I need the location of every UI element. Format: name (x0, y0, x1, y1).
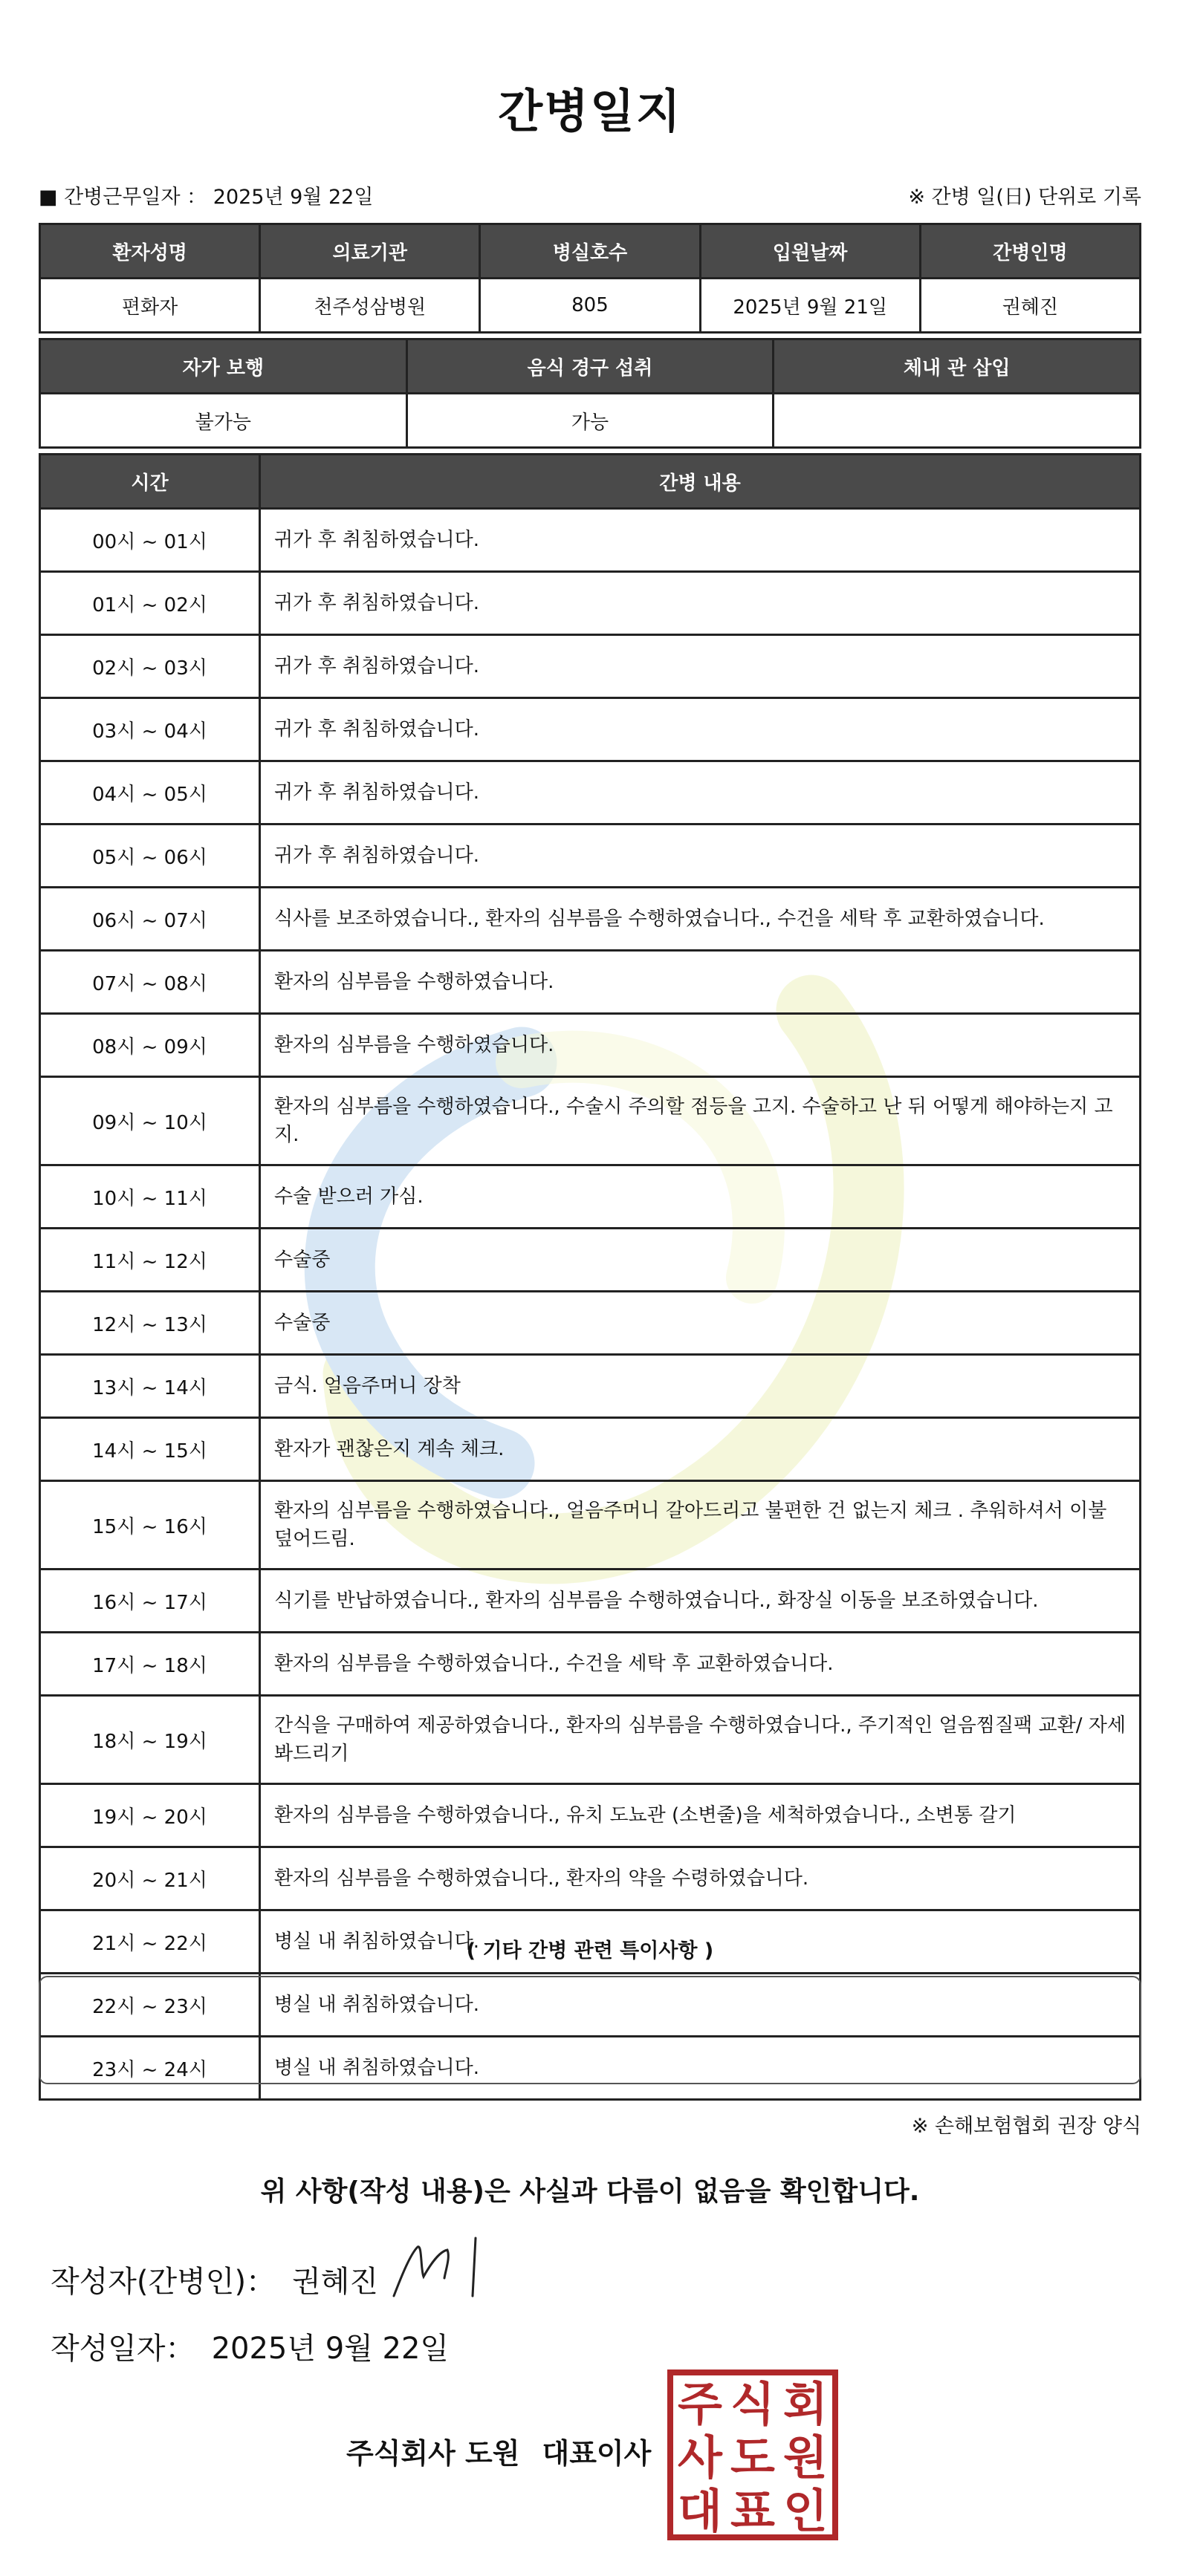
header-patient-name: 환자성명 (40, 224, 260, 279)
svg-text:회: 회 (783, 2377, 828, 2431)
svg-text:표: 표 (730, 2484, 775, 2538)
special-notes-title: ( 기타 간병 관련 특이사항 ) (466, 1939, 714, 1962)
row-content: 간식을 구매하여 제공하였습니다., 환자의 심부름을 수행하였습니다., 주기적인 얼음찜질팩 교환/ 자세 봐드리기 (260, 1696, 1141, 1784)
row-content: 환자의 심부름을 수행하였습니다., 환자의 약을 수령하였습니다. (260, 1847, 1141, 1910)
table-row (40, 1570, 1141, 1633)
row-content: 환자의 심부름을 수행하였습니다. (260, 1014, 1141, 1077)
patient-status-table (39, 338, 1141, 449)
row-content: 식사를 보조하였습니다., 환자의 심부름을 수행하였습니다., 수건을 세탁 후 교환하였습니다. (260, 888, 1141, 951)
svg-text:원: 원 (783, 2430, 828, 2485)
header-room: 병실호수 (480, 224, 700, 279)
svg-text:도: 도 (730, 2430, 775, 2485)
row-time: 03시 ~ 04시 (40, 698, 260, 761)
table-row (40, 635, 1141, 698)
table-row (40, 1077, 1141, 1165)
table-row (40, 1014, 1141, 1077)
table-row (40, 1633, 1141, 1696)
row-content: 수술중 (260, 1292, 1141, 1355)
writer-label: 작성자(간병인)： (51, 2265, 276, 2299)
patient-name: 편화자 (40, 279, 260, 333)
row-time: 07시 ~ 08시 (40, 951, 260, 1014)
recommend-note: ※ 손해보험협회 권장 양식 (911, 2115, 1141, 2138)
row-time: 20시 ~ 21시 (40, 1847, 260, 1910)
row-content: 식기를 반납하였습니다., 환자의 심부름을 수행하였습니다., 화장실 이동을 보조하였습니다. (260, 1570, 1141, 1633)
row-content: 병실 내 취침하였습니다. (260, 1974, 1141, 2037)
table-row (40, 1229, 1141, 1292)
row-content: 귀가 후 취침하였습니다. (260, 761, 1141, 824)
header-time: 시간 (40, 455, 260, 509)
ceo-title: 대표이사 (542, 2437, 652, 2470)
care-log-table (39, 453, 1141, 2101)
table-row (40, 509, 1141, 572)
row-content: 환자의 심부름을 수행하였습니다., 유치 도뇨관 (소변줄)을 세척하였습니다., 소변통 갈기 (260, 1784, 1141, 1847)
table-row (40, 1696, 1141, 1784)
row-time: 21시 ~ 22시 (40, 1910, 260, 1974)
walking-value: 불가능 (40, 394, 407, 448)
header-care-content: 간병 내용 (260, 455, 1141, 509)
header-oral-intake: 음식 경구 섭취 (406, 339, 774, 394)
row-time: 09시 ~ 10시 (40, 1077, 260, 1165)
row-time: 13시 ~ 14시 (40, 1355, 260, 1418)
svg-text:대: 대 (678, 2484, 722, 2538)
oral-intake-value: 가능 (406, 394, 774, 448)
row-time: 23시 ~ 24시 (40, 2037, 260, 2100)
work-date (39, 180, 373, 209)
row-content: 환자의 심부름을 수행하였습니다., 수술시 주의할 점등을 고지. 수술하고 난 뒤 어떻게 해야하는지 고지. (260, 1077, 1141, 1165)
patient-info-table (39, 223, 1141, 334)
header-tube: 체내 관 삽입 (774, 339, 1141, 394)
row-time: 18시 ~ 19시 (40, 1696, 260, 1784)
row-time: 05시 ~ 06시 (40, 824, 260, 888)
row-time: 01시 ~ 02시 (40, 572, 260, 635)
svg-text:인: 인 (783, 2484, 828, 2538)
table-row (40, 824, 1141, 888)
written-date-value: 2025년 9월 22일 (211, 2332, 450, 2366)
document-title: 간병일지 (498, 84, 682, 138)
work-date-value: 2025년 9월 22일 (213, 186, 374, 209)
svg-text:주: 주 (678, 2377, 722, 2431)
table-row (40, 951, 1141, 1014)
signature-icon (388, 2225, 507, 2306)
record-unit-note: ※ 간병 일(日) 단위로 기록 (908, 186, 1141, 209)
row-content: 환자의 심부름을 수행하였습니다., 얼음주머니 갈아드리고 불편한 건 없는지 체크 . 추워하셔서 이불 덮어드림. (260, 1481, 1141, 1570)
row-content: 귀가 후 취침하였습니다. (260, 572, 1141, 635)
row-content: 귀가 후 취침하였습니다. (260, 698, 1141, 761)
writer-name: 권혜진 (292, 2265, 378, 2299)
caregiver-name: 권혜진 (920, 279, 1140, 333)
room-number: 805 (480, 279, 700, 333)
row-time: 15시 ~ 16시 (40, 1481, 260, 1570)
header-walking: 자가 보행 (40, 339, 407, 394)
table-row (40, 1165, 1141, 1229)
svg-text:식: 식 (730, 2377, 775, 2431)
row-time: 10시 ~ 11시 (40, 1165, 260, 1229)
svg-text:사: 사 (678, 2430, 722, 2485)
company-seal-icon (667, 2370, 838, 2540)
row-time: 19시 ~ 20시 (40, 1784, 260, 1847)
table-row (40, 1292, 1141, 1355)
header-caregiver: 간병인명 (920, 224, 1140, 279)
row-time: 17시 ~ 18시 (40, 1633, 260, 1696)
table-row (40, 698, 1141, 761)
row-content: 금식. 얼음주머니 장착 (260, 1355, 1141, 1418)
company-line (346, 2430, 651, 2471)
row-content: 병실 내 취침하였습니다. (260, 2037, 1141, 2100)
row-time: 04시 ~ 05시 (40, 761, 260, 824)
row-content: 병실 내 취침하였습니다. (260, 1910, 1141, 1974)
table-row (40, 1784, 1141, 1847)
header-hospital: 의료기관 (260, 224, 480, 279)
row-content: 환자의 심부름을 수행하였습니다. (260, 951, 1141, 1014)
row-time: 14시 ~ 15시 (40, 1418, 260, 1481)
admission-date: 2025년 9월 21일 (700, 279, 920, 333)
table-row (40, 1481, 1141, 1570)
row-content: 수술 받으러 가심. (260, 1165, 1141, 1229)
work-date-label: ■ 간병근무일자 ： (39, 186, 207, 209)
row-time: 16시 ~ 17시 (40, 1570, 260, 1633)
writer-line (51, 2258, 378, 2300)
row-time: 02시 ~ 03시 (40, 635, 260, 698)
row-time: 00시 ~ 01시 (40, 509, 260, 572)
row-time: 06시 ~ 07시 (40, 888, 260, 951)
row-content: 귀가 후 취침하였습니다. (260, 509, 1141, 572)
meta-row (39, 180, 1141, 207)
table-row (40, 572, 1141, 635)
row-time: 08시 ~ 09시 (40, 1014, 260, 1077)
confirmation-statement: 위 사항(작성 내용)은 사실과 다름이 없음을 확인합니다. (260, 2176, 920, 2207)
row-time: 22시 ~ 23시 (40, 1974, 260, 2037)
row-content: 환자의 심부름을 수행하였습니다., 수건을 세탁 후 교환하였습니다. (260, 1633, 1141, 1696)
table-row (40, 1847, 1141, 1910)
row-content: 귀가 후 취침하였습니다. (260, 824, 1141, 888)
table-row (40, 761, 1141, 824)
written-date-line (51, 2325, 449, 2367)
tube-value (774, 394, 1141, 448)
company-name: 주식회사 도원 (346, 2437, 520, 2470)
row-content: 귀가 후 취침하였습니다. (260, 635, 1141, 698)
hospital-name: 천주성삼병원 (260, 279, 480, 333)
row-time: 12시 ~ 13시 (40, 1292, 260, 1355)
table-row (40, 1418, 1141, 1481)
table-row (40, 1355, 1141, 1418)
header-admission-date: 입원날짜 (700, 224, 920, 279)
table-row (40, 888, 1141, 951)
row-time: 11시 ~ 12시 (40, 1229, 260, 1292)
row-content: 수술중 (260, 1229, 1141, 1292)
special-notes-box (39, 1976, 1141, 2084)
row-content: 환자가 괜찮은지 계속 체크. (260, 1418, 1141, 1481)
written-date-label: 작성일자： (51, 2332, 195, 2366)
